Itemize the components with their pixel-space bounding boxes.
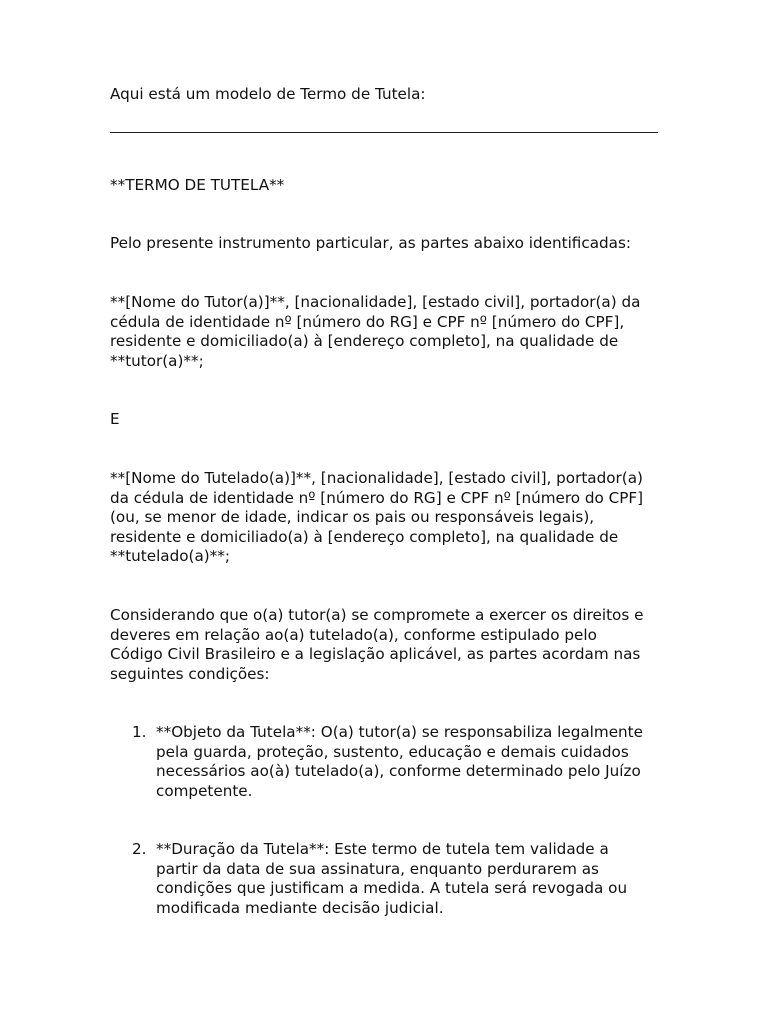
tutelado-line: residente e domiciliado(a) à [endereço completo], na qualidade de	[110, 527, 619, 546]
tutor-line: cédula de identidade nº [número do RG] e CPF nº [número do CPF],	[110, 312, 625, 331]
tutor-line: residente e domiciliado(a) à [endereço completo], na qualidade de	[110, 332, 619, 351]
clause-line: modificada mediante decisão judicial.	[156, 898, 444, 917]
tutor-line: **[Nome do Tutor(a)]**, [nacionalidade], [estado civil], portador(a) da	[110, 293, 641, 311]
clause-number: 2.	[132, 840, 147, 858]
clause-line: **Objeto da Tutela**: O(a) tutor(a) se responsabiliza legalmente	[156, 723, 643, 741]
clause-line: partir da data de sua assinatura, enquanto perdurarem as	[156, 859, 599, 878]
preamble-text: Pelo presente instrumento particular, as partes abaixo identificadas:	[110, 234, 631, 252]
intro-text: Aqui está um modelo de Termo de Tutela:	[110, 85, 426, 103]
clause-line: condições que justificam a medida. A tutela será revogada ou	[156, 879, 628, 898]
clause-line: necessários ao(à) tutelado(a), conforme determinado pelo Juízo	[156, 762, 641, 781]
considering-line: Código Civil Brasileiro e a legislação aplicável, as partes acordam nas	[110, 645, 641, 664]
tutelado-line: (ou, se menor de idade, indicar os pais ou responsáveis legais),	[110, 508, 595, 527]
clause-line: **Duração da Tutela**: Este termo de tutela tem validade a	[156, 840, 609, 858]
clause-number: 1.	[132, 723, 147, 741]
horizontal-divider	[110, 132, 658, 133]
clause-text	[156, 840, 666, 918]
tutor-line: **tutor(a)**;	[110, 351, 204, 370]
clause-text	[156, 723, 666, 801]
conjunction-text: E	[110, 410, 120, 428]
considering-line: deveres em relação ao(a) tutelado(a), conforme estipulado pelo	[110, 625, 597, 644]
clause-line: competente.	[156, 781, 253, 800]
considering-line: seguintes condições:	[110, 664, 270, 683]
tutelado-line: **[Nome do Tutelado(a)]**, [nacionalidade], [estado civil], portador(a)	[110, 469, 643, 487]
considering-paragraph	[110, 606, 670, 684]
tutelado-line: da cédula de identidade nº [número do RG] e CPF nº [número do CPF]	[110, 488, 644, 507]
tutelado-line: **tutelado(a)**;	[110, 547, 230, 566]
clause-line: pela guarda, proteção, sustento, educação e demais cuidados	[156, 742, 629, 761]
considering-line: Considerando que o(a) tutor(a) se compromete a exercer os direitos e	[110, 606, 644, 624]
tutelado-paragraph	[110, 469, 670, 567]
document-title: **TERMO DE TUTELA**	[110, 176, 285, 194]
tutor-paragraph	[110, 293, 670, 371]
